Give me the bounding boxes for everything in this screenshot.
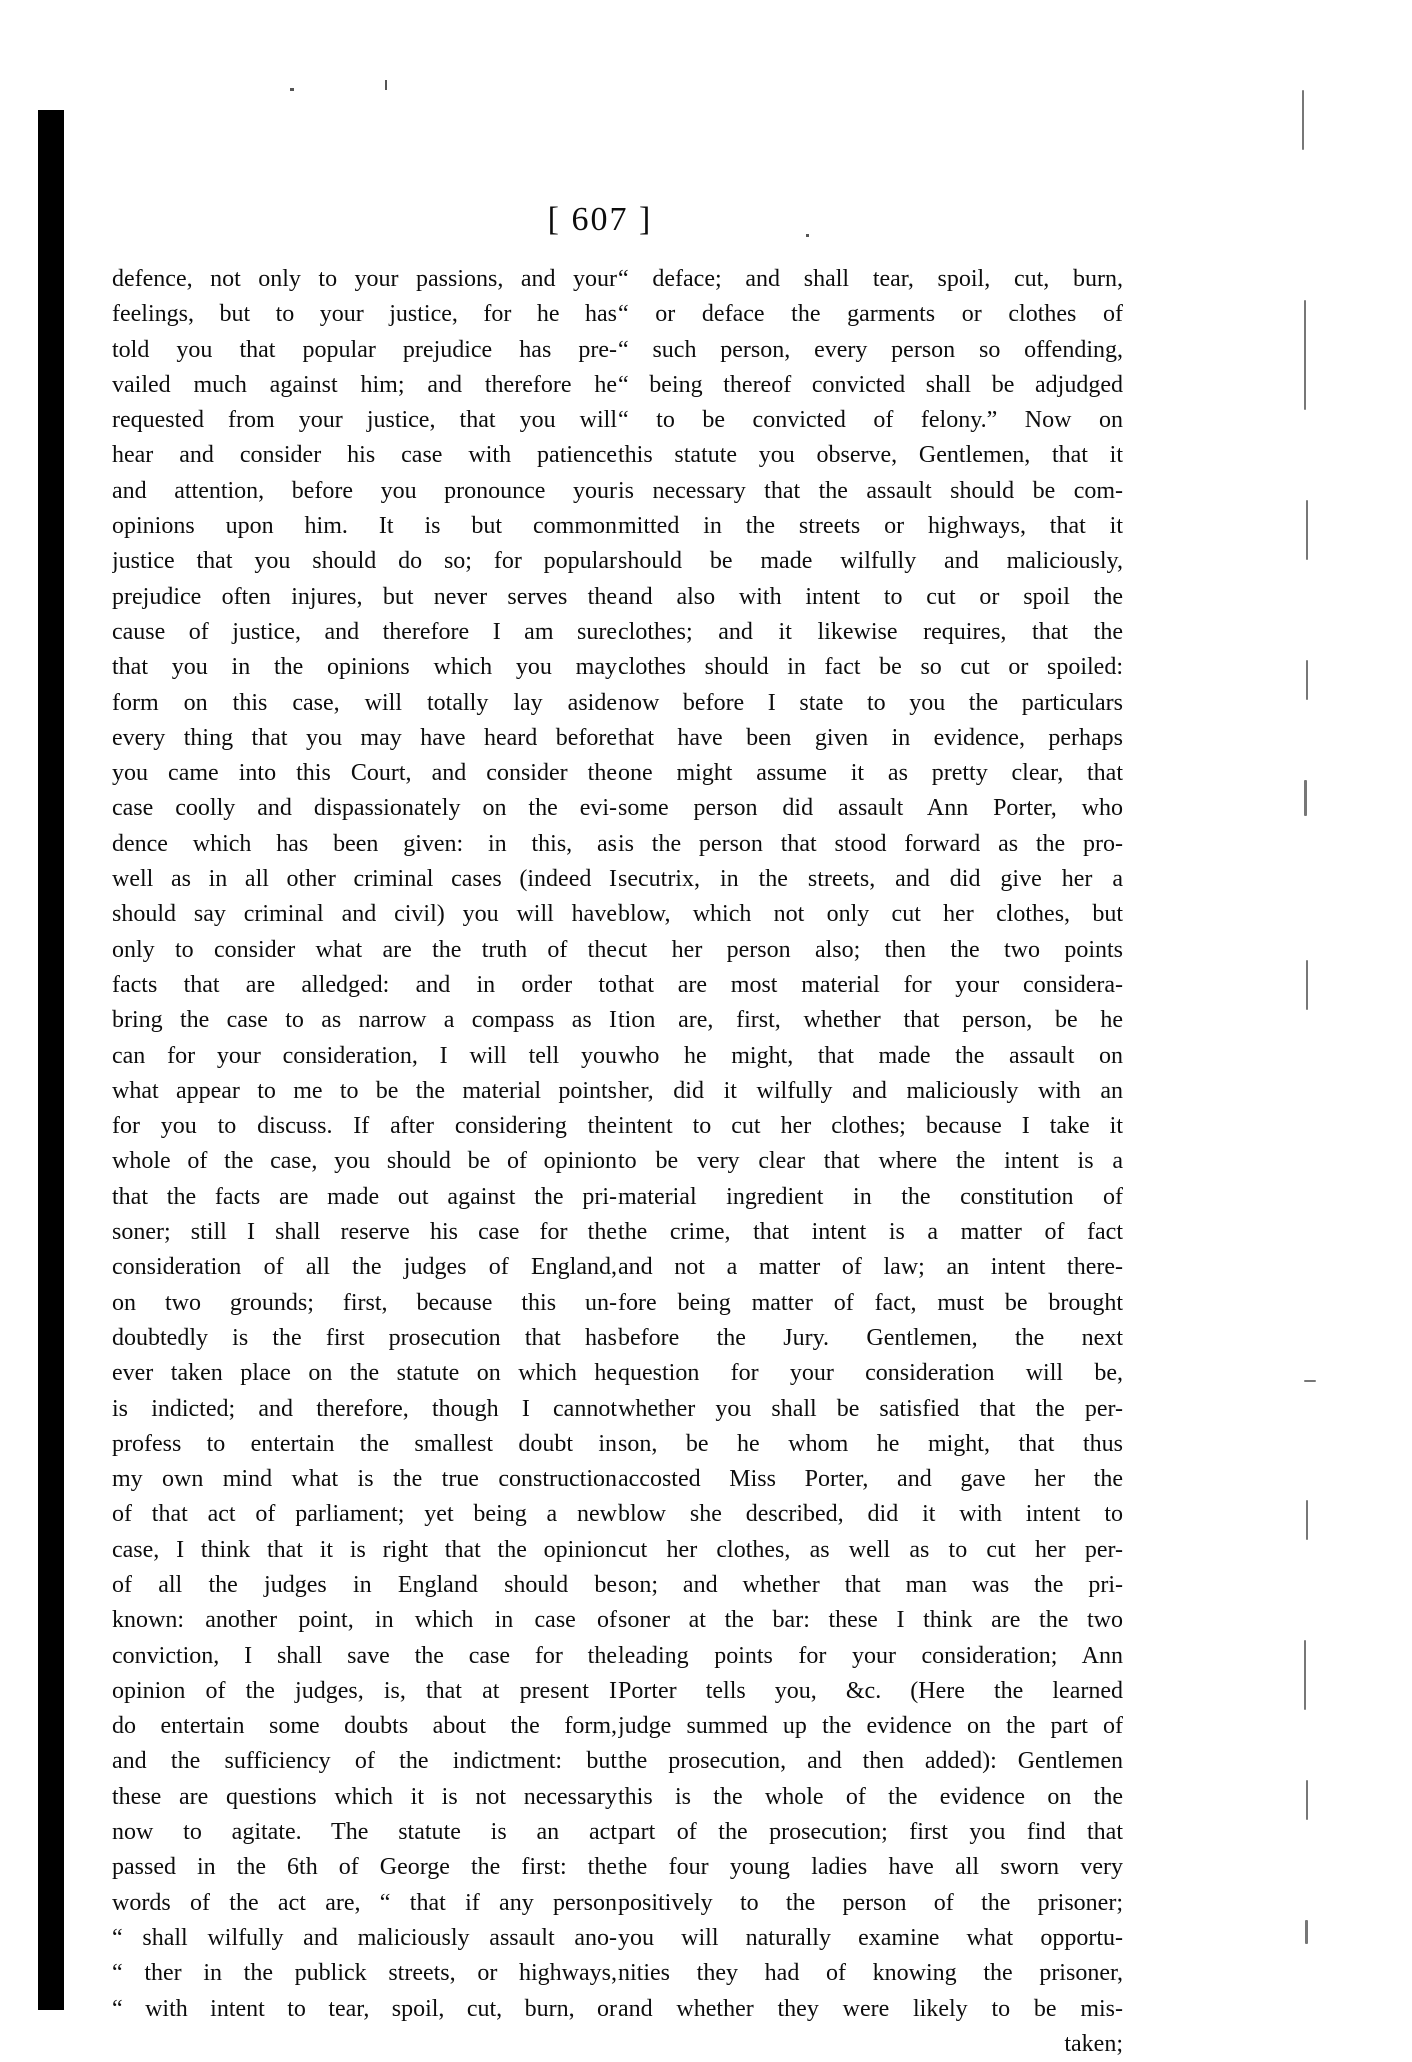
text-line: judge summed up the evidence on the part of	[618, 1713, 1123, 1740]
text-line: before the Jury. Gentlemen, the next	[618, 1324, 1123, 1351]
text-line: known: another point, in which in case of	[112, 1607, 617, 1634]
text-line: is indicted; and therefore, though I cannot	[112, 1395, 617, 1422]
text-line: son, be he whom he might, that thus	[618, 1430, 1123, 1457]
text-line: one might assume it as pretty clear, that	[618, 760, 1123, 787]
text-line: well as in all other criminal cases (indeed I	[112, 866, 617, 893]
text-line: “ deface; and shall tear, spoil, cut, burn,	[618, 266, 1123, 292]
text-line: “ ther in the publick streets, or highways,	[112, 1960, 617, 1987]
margin-speck	[1306, 500, 1308, 560]
text-line: the four young ladies have all sworn very	[618, 1854, 1123, 1881]
text-line: profess to entertain the smallest doubt in	[112, 1430, 617, 1457]
text-line: only to consider what are the truth of the	[112, 936, 617, 963]
text-line: and not a matter of law; an intent there-	[618, 1254, 1123, 1281]
text-line: consideration of all the judges of England,	[112, 1254, 617, 1281]
text-line: requested from your justice, that you will	[112, 407, 617, 434]
page-number: [ 607 ]	[547, 201, 653, 238]
text-line: case, I think that it is right that the opinion	[112, 1536, 617, 1563]
text-line: now before I state to you the particulars	[618, 689, 1123, 716]
text-line: my own mind what is the true construction	[112, 1466, 617, 1493]
text-line: her, did it wilfully and maliciously with an	[618, 1077, 1123, 1104]
text-line: that are most material for your considera-	[618, 971, 1123, 998]
text-line: the crime, that intent is a matter of fact	[618, 1219, 1123, 1246]
text-line: soner; still I shall reserve his case for the	[112, 1219, 617, 1246]
text-line: that the facts are made out against the pri-	[112, 1183, 617, 1210]
text-line: you came into this Court, and consider the	[112, 760, 617, 787]
text-line: doubtedly is the first prosecution that has	[112, 1324, 617, 1351]
margin-speck	[1306, 1780, 1308, 1820]
text-line: whole of the case, you should be of opinion	[112, 1148, 617, 1175]
text-line: mitted in the streets or highways, that it	[618, 513, 1123, 540]
text-line: intent to cut her clothes; because I take it	[618, 1113, 1123, 1140]
text-line: told you that popular prejudice has pre-	[112, 336, 617, 363]
text-line: “ such person, every person so offending,	[618, 336, 1123, 363]
text-line: clothes should in fact be so cut or spoiled:	[618, 654, 1123, 681]
text-line: opinions upon him. It is but common	[112, 513, 617, 540]
text-line: for you to discuss. If after considering the	[112, 1113, 617, 1140]
top-speck-mark	[806, 234, 809, 237]
text-line: “ to be convicted of felony.” Now on	[618, 407, 1123, 434]
text-line: part of the prosecution; first you find that	[618, 1819, 1123, 1846]
text-line: prejudice often injures, but never serves the	[112, 583, 617, 610]
text-line: Porter tells you, &c. (Here the learned	[618, 1677, 1123, 1704]
text-line: dence which has been given: in this, as	[112, 830, 617, 857]
text-line: taken;	[1064, 2030, 1123, 2057]
text-line: every thing that you may have heard before	[112, 724, 617, 751]
margin-speck	[1306, 1500, 1308, 1540]
text-line: should be made wilfully and maliciously,	[618, 548, 1123, 575]
right-margin-specks	[1300, 80, 1320, 1980]
text-line: the prosecution, and then added): Gentlemen	[618, 1748, 1123, 1775]
text-line: of that act of parliament; yet being a new	[112, 1501, 617, 1528]
binding-edge-shadow	[38, 110, 64, 2010]
text-line: “ being thereof convicted shall be adjudged	[618, 371, 1123, 398]
text-line: cause of justice, and therefore I am sure	[112, 618, 617, 645]
text-line: son; and whether that man was the pri-	[618, 1571, 1123, 1598]
text-line: this statute you observe, Gentlemen, that it	[618, 442, 1123, 469]
text-line: to be very clear that where the intent is a	[618, 1148, 1123, 1175]
margin-speck	[1305, 1920, 1308, 1944]
margin-speck	[1304, 1380, 1316, 1382]
text-line: is the person that stood forward as the pro-	[618, 830, 1123, 857]
text-line: accosted Miss Porter, and gave her the	[618, 1466, 1123, 1493]
text-line: defence, not only to your passions, and your	[112, 266, 617, 292]
text-line: secutrix, in the streets, and did give her a	[618, 866, 1123, 893]
text-line: feelings, but to your justice, for he has	[112, 301, 617, 328]
text-line: justice that you should do so; for popular	[112, 548, 617, 575]
margin-speck	[1306, 960, 1308, 1010]
text-line: material ingredient in the constitution of	[618, 1183, 1123, 1210]
text-line: can for your consideration, I will tell you	[112, 1042, 617, 1069]
text-line: facts that are alledged: and in order to	[112, 971, 617, 998]
margin-speck	[1302, 90, 1304, 150]
text-line: is necessary that the assault should be com-	[618, 477, 1123, 504]
text-line: “ or deface the garments or clothes of	[618, 301, 1123, 328]
text-line: that you in the opinions which you may	[112, 654, 617, 681]
right-text-column	[618, 262, 1123, 2062]
text-line: that have been given in evidence, perhaps	[618, 724, 1123, 751]
text-line: you will naturally examine what opportu-	[618, 1924, 1123, 1951]
text-line: words of the act are, “ that if any person	[112, 1889, 617, 1916]
text-line: blow she described, did it with intent to	[618, 1501, 1123, 1528]
text-line: cut her person also; then the two points	[618, 936, 1123, 963]
text-line: soner at the bar: these I think are the two	[618, 1607, 1123, 1634]
text-line: conviction, I shall save the case for the	[112, 1642, 617, 1669]
text-line: “ with intent to tear, spoil, cut, burn, or	[112, 1995, 617, 2022]
text-line: this is the whole of the evidence on the	[618, 1783, 1123, 1810]
text-line: and attention, before you pronounce your	[112, 477, 617, 504]
text-line: and also with intent to cut or spoil the	[618, 583, 1123, 610]
text-line: do entertain some doubts about the form,	[112, 1713, 617, 1740]
text-line: on two grounds; first, because this un-	[112, 1289, 617, 1316]
text-line: form on this case, will totally lay aside	[112, 689, 617, 716]
margin-speck	[1306, 660, 1308, 700]
text-line: bring the case to as narrow a compass as I	[112, 1007, 617, 1034]
text-line: cut her clothes, as well as to cut her per-	[618, 1536, 1123, 1563]
text-line: of all the judges in England should be	[112, 1571, 617, 1598]
top-speck-mark	[385, 80, 387, 90]
text-line: these are questions which it is not necessary	[112, 1783, 617, 1810]
text-line: vailed much against him; and therefore he	[112, 371, 617, 398]
text-line: whether you shall be satisfied that the per-	[618, 1395, 1123, 1422]
text-line: and whether they were likely to be mis-	[618, 1995, 1123, 2022]
text-line: question for your consideration will be,	[618, 1360, 1123, 1387]
text-line: blow, which not only cut her clothes, but	[618, 901, 1123, 928]
text-line: and the sufficiency of the indictment: but	[112, 1748, 617, 1775]
text-line: opinion of the judges, is, that at present I	[112, 1677, 617, 1704]
text-line: tion are, first, whether that person, be he	[618, 1007, 1123, 1034]
text-line: clothes; and it likewise requires, that the	[618, 618, 1123, 645]
text-line: now to agitate. The statute is an act	[112, 1819, 617, 1846]
margin-speck	[1304, 300, 1306, 410]
top-speck-mark	[290, 88, 294, 91]
text-line: should say criminal and civil) you will have	[112, 901, 617, 928]
margin-speck	[1304, 1640, 1306, 1710]
text-line: leading points for your consideration; Ann	[618, 1642, 1123, 1669]
text-line: passed in the 6th of George the first: the	[112, 1854, 617, 1881]
text-line: some person did assault Ann Porter, who	[618, 795, 1123, 822]
text-line: what appear to me to be the material points	[112, 1077, 617, 1104]
text-line: who he might, that made the assault on	[618, 1042, 1123, 1069]
text-line: hear and consider his case with patience	[112, 442, 617, 469]
text-line: ever taken place on the statute on which he	[112, 1360, 617, 1387]
margin-speck	[1304, 780, 1307, 816]
text-line: case coolly and dispassionately on the evi-	[112, 795, 617, 822]
text-line: fore being matter of fact, must be brought	[618, 1289, 1123, 1316]
text-line: positively to the person of the prisoner;	[618, 1889, 1123, 1916]
text-line: nities they had of knowing the prisoner,	[618, 1960, 1123, 1987]
left-text-column	[112, 262, 617, 2027]
text-line: “ shall wilfully and maliciously assault ano-	[112, 1924, 617, 1951]
